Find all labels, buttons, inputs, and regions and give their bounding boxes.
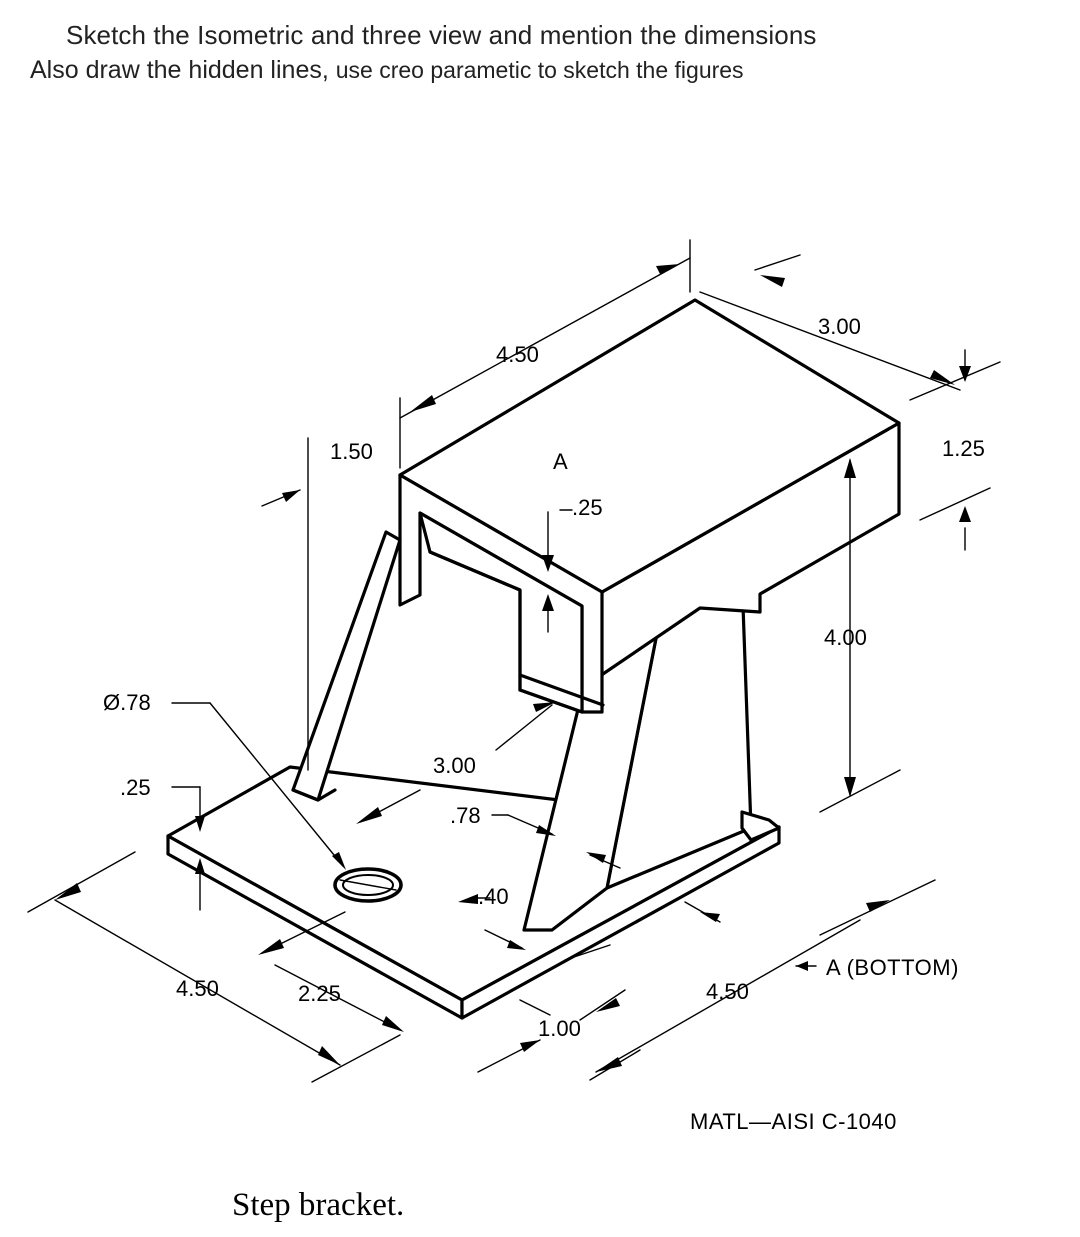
left-leg <box>293 532 400 800</box>
dim-top-thickness: 1.25 <box>942 436 985 461</box>
section-label: A (BOTTOM) <box>826 955 959 980</box>
dim-top-width: 3.00 <box>818 314 861 339</box>
instruction-line-1: Sketch the Isometric and three view and mention the dimensions <box>66 20 817 50</box>
dim-height: 4.00 <box>824 625 867 650</box>
dim-hole-dia-inner: .78 <box>450 803 481 828</box>
figure-caption: Step bracket. <box>232 1187 405 1223</box>
section-mark-a: A <box>553 449 568 474</box>
dim-lip-length: 1.00 <box>538 1016 581 1041</box>
step-bracket-part <box>168 300 899 1018</box>
instruction-line-2-small: use creo parametic to sketch the figures <box>335 57 744 83</box>
dim-flange-width: .40 <box>478 884 509 909</box>
dim-base-length: 4.50 <box>706 979 749 1004</box>
dim-base-thickness: .25 <box>120 775 151 800</box>
dim-leg-offset: 1.50 <box>330 439 373 464</box>
dim-top-length: 4.50 <box>496 342 539 367</box>
dim-hole-location: 2.25 <box>298 981 341 1006</box>
material-note: MATL—AISI C-1040 <box>690 1109 897 1134</box>
dim-hole-diameter: Ø.78 <box>103 690 151 715</box>
dim-inner-span: 3.00 <box>433 753 476 778</box>
dim-base-width: 4.50 <box>176 976 219 1001</box>
dim-wall-thickness: .25 <box>572 495 603 520</box>
instruction-line-2-main: Also draw the hidden lines, <box>30 56 336 84</box>
